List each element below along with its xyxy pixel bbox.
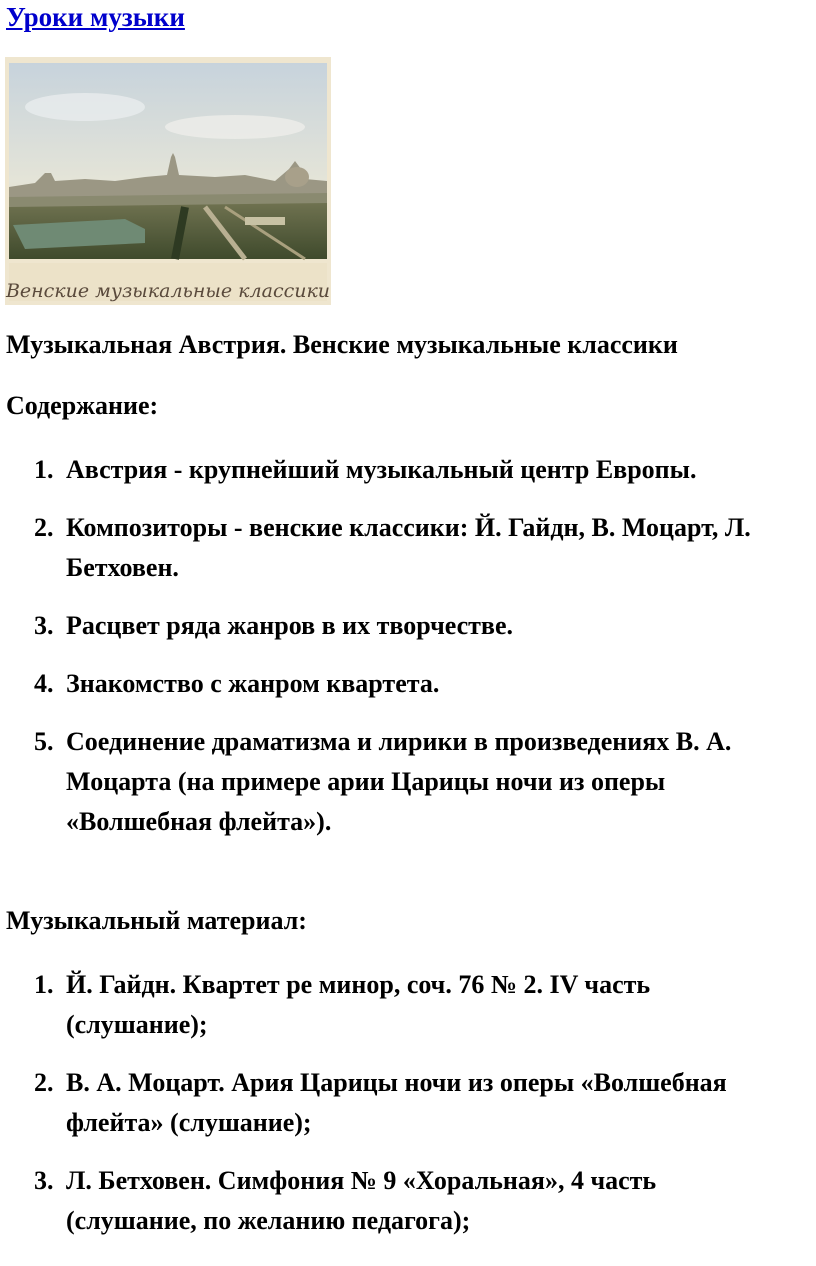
lessons-link[interactable]: Уроки музыки	[6, 2, 185, 32]
contents-list	[0, 450, 790, 860]
material-heading: Музыкальный материал:	[6, 906, 307, 935]
list-item-number: 2.	[34, 1068, 54, 1097]
list-item-text: Знакомство с жанром квартета.	[66, 669, 440, 698]
list-item	[0, 722, 790, 842]
list-item	[0, 508, 790, 588]
list-item-text: Й. Гайдн. Квартет ре минор, соч. 76 № 2. IV часть (слушание);	[66, 970, 651, 1039]
list-item-number: 3.	[34, 1166, 54, 1195]
material-list	[0, 965, 790, 1259]
vienna-painting-banner	[5, 57, 331, 305]
list-item-number: 4.	[34, 669, 54, 698]
list-item-text: Л. Бетховен. Симфония № 9 «Хоральная», 4 часть (слушание, по желанию педагога);	[66, 1166, 657, 1235]
banner-caption: Венские музыкальные классики	[5, 280, 331, 302]
list-item-text: В. А. Моцарт. Ария Царицы ночи из оперы «Волшебная флейта» (слушание);	[66, 1068, 727, 1137]
list-item	[0, 450, 790, 490]
contents-heading: Содержание:	[6, 391, 159, 420]
list-item	[0, 1161, 790, 1241]
list-item-number: 3.	[34, 611, 54, 640]
list-item	[0, 664, 790, 704]
list-item	[0, 1063, 790, 1143]
list-item-text: Композиторы - венские классики: Й. Гайдн, В. Моцарт, Л. Бетховен.	[66, 513, 751, 582]
list-item	[0, 606, 790, 646]
list-item-text: Соединение драматизма и лирики в произведениях В. А. Моцарта (на примере арии Царицы ночи из оперы «Волшебная флейта»).	[66, 727, 732, 836]
page-title: Музыкальная Австрия. Венские музыкальные классики	[6, 330, 678, 359]
list-item-text: Австрия - крупнейший музыкальный центр Европы.	[66, 455, 697, 484]
list-item	[0, 965, 790, 1045]
list-item-text: Расцвет ряда жанров в их творчестве.	[66, 611, 514, 640]
vienna-panorama-image	[5, 57, 331, 305]
list-item-number: 1.	[34, 455, 54, 484]
list-item-number: 1.	[34, 970, 54, 999]
list-item-number: 5.	[34, 727, 54, 756]
list-item-number: 2.	[34, 513, 54, 542]
